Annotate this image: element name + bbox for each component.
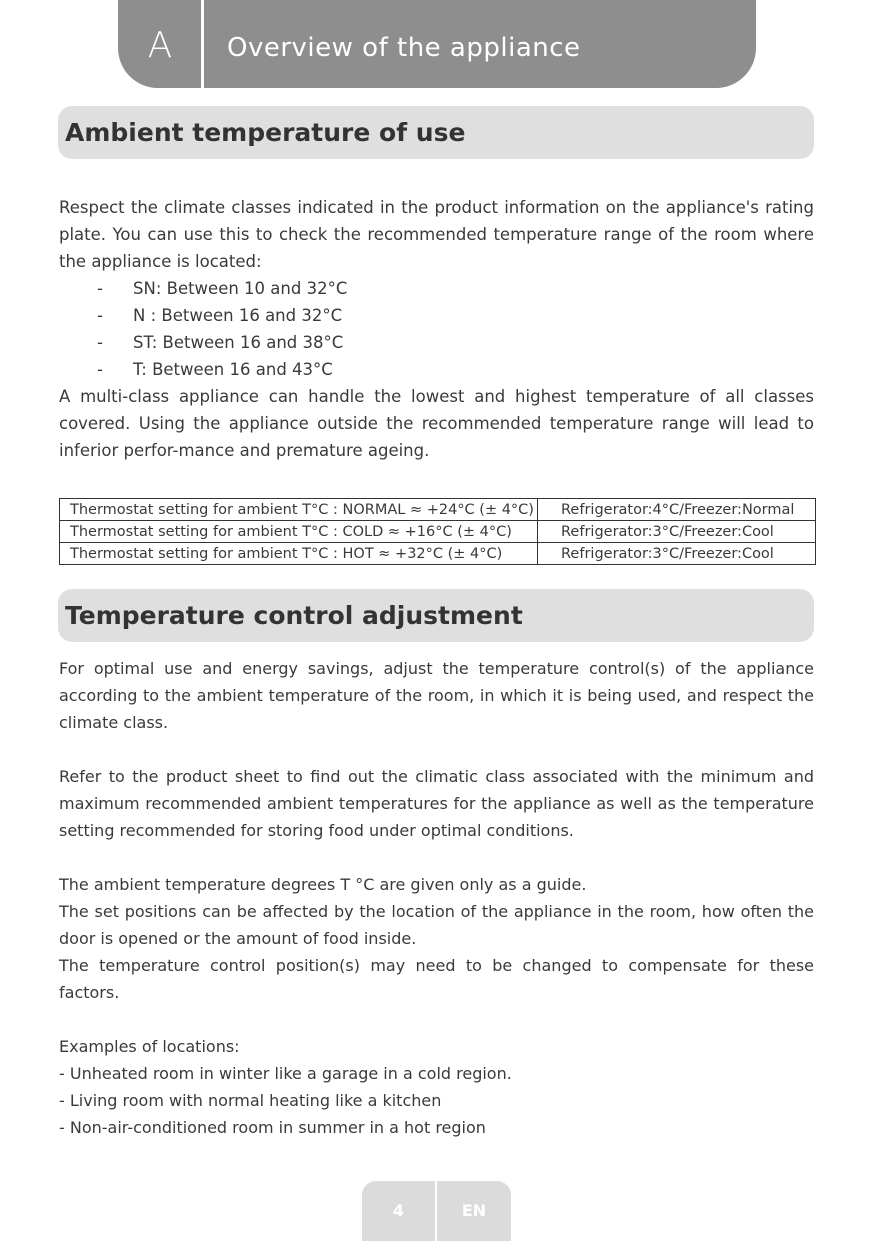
section-title-ambient: Ambient temperature of use bbox=[65, 118, 466, 147]
section-heading-ambient bbox=[58, 106, 814, 159]
ambient-intro-paragraph: Respect the climate classes indicated in the product information on the appliance's rating plate. You can use this to check the recommended temperature range of the room where the appliance is located: bbox=[59, 198, 814, 271]
compensate-paragraph: The temperature control position(s) may need to be changed to compensate for these factors. bbox=[59, 956, 814, 1002]
table-row bbox=[60, 543, 816, 565]
thermostat-settings-table bbox=[59, 498, 816, 565]
climate-class-item bbox=[59, 302, 814, 329]
set-positions-paragraph: The set positions can be affected by the location of the appliance in the room, how often the door is opened or the amount of food inside. bbox=[59, 902, 814, 948]
example-location-item: - Non-air-conditioned room in summer in a hot region bbox=[59, 1118, 486, 1137]
thermostat-value-cell: Refrigerator:3°C/Freezer:Cool bbox=[538, 521, 816, 543]
language-label: EN bbox=[461, 1201, 487, 1220]
list-dash: - bbox=[97, 333, 103, 352]
chapter-letter: A bbox=[147, 25, 173, 66]
section-title-temperature-control: Temperature control adjustment bbox=[65, 601, 523, 630]
thermostat-setting-cell: Thermostat setting for ambient T°C : NORMAL ≈ +24°C (± 4°C) bbox=[60, 499, 538, 521]
list-dash: - bbox=[97, 306, 103, 325]
climate-class-item bbox=[59, 329, 814, 356]
thermostat-value-cell: Refrigerator:3°C/Freezer:Cool bbox=[538, 543, 816, 565]
thermostat-setting-cell: Thermostat setting for ambient T°C : HOT ≈ +32°C (± 4°C) bbox=[60, 543, 538, 565]
page-number: 4 bbox=[392, 1201, 405, 1220]
section-heading-temperature-control bbox=[58, 589, 814, 642]
optimal-use-paragraph: For optimal use and energy savings, adjust the temperature control(s) of the appliance according to the ambient temperature of the room, in which it is being used, and respect the climate class. bbox=[59, 659, 814, 732]
examples-title: Examples of locations: bbox=[59, 1037, 240, 1056]
list-dash: - bbox=[97, 279, 103, 298]
table-row bbox=[60, 499, 816, 521]
climate-class-item bbox=[59, 356, 814, 383]
climate-class-text: ST: Between 16 and 38°C bbox=[133, 333, 344, 352]
ambient-text-block bbox=[59, 194, 814, 464]
header-divider bbox=[201, 0, 204, 88]
climate-class-item bbox=[59, 275, 814, 302]
table-row bbox=[60, 521, 816, 543]
example-location-item: - Unheated room in winter like a garage in a cold region. bbox=[59, 1064, 512, 1083]
footer-tab bbox=[362, 1181, 511, 1241]
ambient-outro-paragraph: A multi-class appliance can handle the lowest and highest temperature of all classes covered. Using the appliance outside the recommended temperature range will lead to inferior perfor-mance and premature ageing. bbox=[59, 387, 814, 460]
product-sheet-paragraph: Refer to the product sheet to find out the climatic class associated with the minimum and maximum recommended ambient temperatures for the appliance as well as the temperature setting recommended for storing food under optimal conditions. bbox=[59, 767, 814, 840]
climate-class-text: SN: Between 10 and 32°C bbox=[133, 279, 348, 298]
thermostat-setting-cell: Thermostat setting for ambient T°C : COLD ≈ +16°C (± 4°C) bbox=[60, 521, 538, 543]
climate-class-text: N : Between 16 and 32°C bbox=[133, 306, 343, 325]
temperature-control-text-block bbox=[59, 655, 814, 1141]
example-location-item: - Living room with normal heating like a kitchen bbox=[59, 1091, 442, 1110]
guide-note-line: The ambient temperature degrees T °C are given only as a guide. bbox=[59, 875, 587, 894]
thermostat-value-cell: Refrigerator:4°C/Freezer:Normal bbox=[538, 499, 816, 521]
list-dash: - bbox=[97, 360, 103, 379]
chapter-title: Overview of the appliance bbox=[227, 33, 581, 63]
climate-class-text: T: Between 16 and 43°C bbox=[133, 360, 333, 379]
